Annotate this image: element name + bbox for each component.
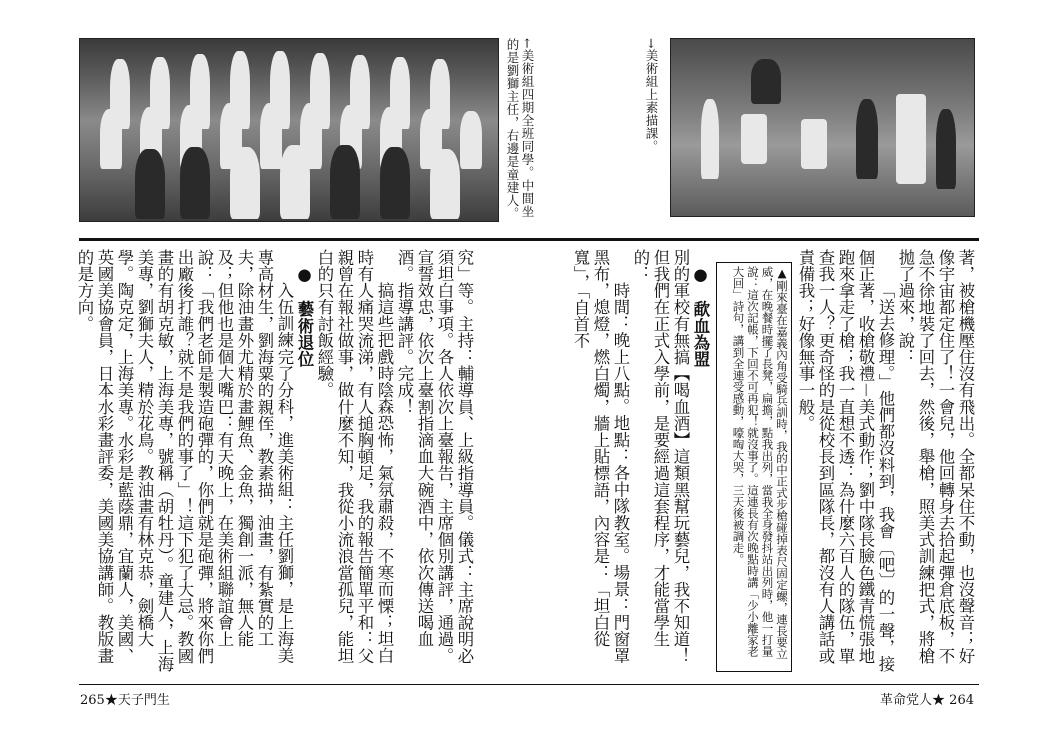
paragraph: 究」等。主持：輔導員、上級指導員。儀式：主席說明必須坦白事項。各人依次上臺報告，主席個別講評，通過。宣誓效忠，依次上臺割指滴血大碗酒中，依次傳送喝血酒。指導講評。完成！	[395, 249, 474, 664]
top-rule	[79, 238, 979, 241]
sketch-class-photo	[670, 38, 975, 217]
footer-right-page-number: 革命党人★ 264	[880, 693, 974, 708]
paragraph: 別的軍校有無搞【喝血酒】這類黑幫玩藝兒，我不知道！但我們在正式入學前，是要經過這套程序，才能當學生的：	[631, 249, 690, 664]
left-photo-caption: ←美術組四期全班同學。中間坐的是劉獅主任，右邊是童建人。	[505, 38, 535, 220]
footer-rule	[79, 684, 979, 685]
paragraph: 時間：晚上八點。地點：各中隊教室。場景：門窗罩黑布，熄燈，燃白燭，牆上貼標語，內容是：「坦白從寬」，「自首不	[571, 249, 630, 664]
paragraph: 入伍訓練完了分科，進美術組：主任劉獅，是上海美專高材生，劉海粟的親侄，教素描，油畫，有紮實的工夫，除油畫外尤精於畫鯉魚、金魚，獨創一派，無人能及；但他也是個大嘴巴：有天晚上，在美術組聯誼會上說：「我們老師是製造砲彈的，你們就是砲彈，將來你們出廠後打誰？就不是我們的事了」！這下犯了大忌。教國畫的有胡克敏，上海美專，號稱（胡牡丹）。童建人，上海美專，劉獅夫人，精於花鳥。教油畫有林克恭，劍橋大學。陶克定，上海美專。水彩是藍蔭鼎，宜蘭人，美國、英國美協會員，日本水彩畫評委，美國美協講師。教版畫的是方向。	[75, 249, 294, 673]
footer-left-page-number: 265★天子門生	[80, 693, 170, 708]
right-page-text-b	[571, 249, 710, 679]
class-group-photo	[79, 38, 499, 222]
section-heading: ● 歃血為盟	[691, 265, 710, 368]
footnote-box: ▲剛來臺在嘉義內角受騎兵訓時，我的中正式步槍碰掉表尺固定螺，連長要立威，在晚餐時擺了長凳，扁擔，點我出列，當我全身發抖站出列時，他一打量說：這次記帳，下回不可再犯！就沒事了。這連長有次晚點時講「少小離家老大回」詩句，講到全連受感動，嚎啕大哭，三天後被調走。	[716, 262, 792, 672]
section-heading: ● 藝術退位	[295, 265, 314, 368]
right-photo-caption: →美術組上素描課。	[644, 38, 659, 153]
paragraph: 著，被槍機壓住沒有飛出。全都呆住不動，也沒聲音；好像宇宙都定住了！一會兒，他回轉身去拾起彈倉底板，不急不徐地裝了回去，然後，舉槍，照美式訓練把式，將槍拋了過來，說：	[896, 249, 975, 664]
left-page-text	[75, 249, 474, 679]
paragraph: 搞這些把戲時陰森恐怖，氣氛肅殺，不寒而慄；坦白時有人痛哭流涕，有人搥胸頓足，我的報告簡單平和：父親曾在報社做事，做什麼不知，我從小流浪當孤兒，能坦白的只有討飯經驗。	[315, 249, 394, 664]
paragraph: 「送去修理。」他們都沒料到，我會〔吧〕的一聲，接個正著，收槍敬禮－美式動作；劉中隊長臉色鐵青慌張地跑來拿走了槍；我一直想不透：為什麼六百人的隊伍，單查我一人？更奇怪的是從校長到區隊長，都沒有人講話或責備我；好像無事一般。	[796, 249, 895, 672]
